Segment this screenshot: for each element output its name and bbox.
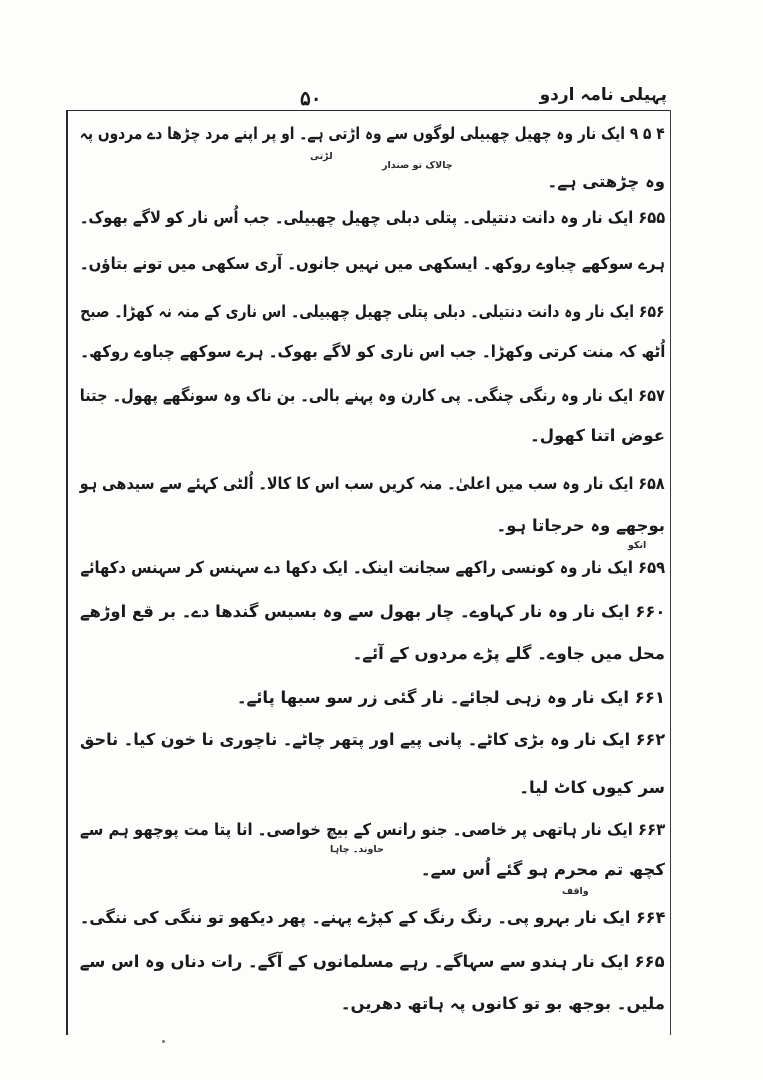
text-line: ۴ ۵ ۹ ایک نار وہ چھیل چھبیلی لوگوں سے وہ اڑتی ہے۔ او پر اپنے مرد چڑھا دے مردوں پہ xyxy=(80,124,665,143)
text-line: بوجھے وہ حرجاتا ہو۔ xyxy=(496,516,665,535)
text-line: ۶۵۶ ایک نار وہ دانت دنتیلی۔ دبلی پتلی چھیل چھبیلی۔ اس ناری کے منہ نہ کھڑا۔ صبح xyxy=(80,302,665,321)
margin-gloss: لڑتی xyxy=(310,151,333,162)
margin-gloss: انکو xyxy=(628,540,647,551)
text-line: ۶۶۴ ایک نار بہرو پی۔ رنگ رنگ کے کپڑے پہنے۔ پھر دیکھو تو ننگی کی ننگی۔ xyxy=(79,908,665,927)
scan-speck xyxy=(162,1040,165,1043)
text-line: ۶۵۹ ایک نار وہ کونسی راکھے سجانت اینک۔ ایک دکھا دے سہنس کر سہنس دکھائے xyxy=(80,558,665,577)
page-number: ۵۰ xyxy=(300,86,322,110)
text-line: ۶۶۲ ایک نار وہ بڑی کاٹے۔ پانی پیے اور پتھر چاٹے۔ ناچوری نا خون کیا۔ ناحق xyxy=(79,730,665,749)
text-line: کچھ تم محرم ہو گئے اُس سے۔ xyxy=(420,860,665,879)
text-line: وہ چڑھتی ہے۔ xyxy=(547,172,665,191)
text-line: ۶۵۷ ایک نار وہ رنگی چنگی۔ پی کارن وہ پہنے بالی۔ بن ناک وہ سونگھے پھول۔ جتنا xyxy=(79,386,665,405)
text-line: ۶۶۳ ایک نار ہاتھی پر خاصی۔ جنو رانس کے بیچ خواصی۔ انا پتا مت پوچھو ہم سے xyxy=(79,820,665,839)
text-line: ۶۶۰ ایک نار وہ نار کہاوے۔ چار بھول سے وہ بسیس گندھا دے۔ بر قع اوڑھے xyxy=(79,602,665,621)
text-line: ۶۵۸ ایک نار وہ سب میں اعلیٰ۔ منہ کریں سب اس کا کالا۔ اُلٹی کہئے سے سیدھی ہو xyxy=(80,474,665,493)
text-line: سر کیوں کاٹ لیا۔ xyxy=(519,778,665,797)
margin-gloss: حاوند۔ چاہا xyxy=(330,844,384,855)
text-line: ۶۵۵ ایک نار وہ دانت دنتیلی۔ پتلی دبلی چھیل چھبیلی۔ جب اُس نار کو لاگے بھوک۔ xyxy=(79,208,665,227)
text-line: عوض اتنا کھول۔ xyxy=(530,426,665,445)
text-line: ملیں۔ بوجھ بو تو کانوں پہ ہاتھ دھریں۔ xyxy=(340,994,665,1013)
margin-gloss: چالاک تو صندار xyxy=(382,160,453,171)
text-line: ہرے سوکھے چباوے روکھ۔ ایسکھی میں نہیں جانوں۔ آری سکھی میں تونے بتاؤں۔ xyxy=(79,254,665,273)
margin-gloss: واقف xyxy=(562,886,589,897)
text-line: محل میں جاوے۔ گلے پڑے مردوں کے آئے۔ xyxy=(352,644,665,663)
text-line: ۶۶۱ ایک نار وہ زہی لجائے۔ نار گئی زر سو سبھا پائے۔ xyxy=(236,688,665,707)
text-line: اُٹھ کہ منت کرتی وکھڑا۔ جب اس ناری کو لاگے بھوک۔ ہرے سوکھے چباوے روکھ۔ xyxy=(79,342,665,361)
text-line: ۶۶۵ ایک نار ہندو سے سہاگے۔ رہے مسلمانوں کے آگے۔ رات دناں وہ اس سے xyxy=(80,952,665,971)
running-title: پہیلی نامہ اردو xyxy=(539,85,667,105)
